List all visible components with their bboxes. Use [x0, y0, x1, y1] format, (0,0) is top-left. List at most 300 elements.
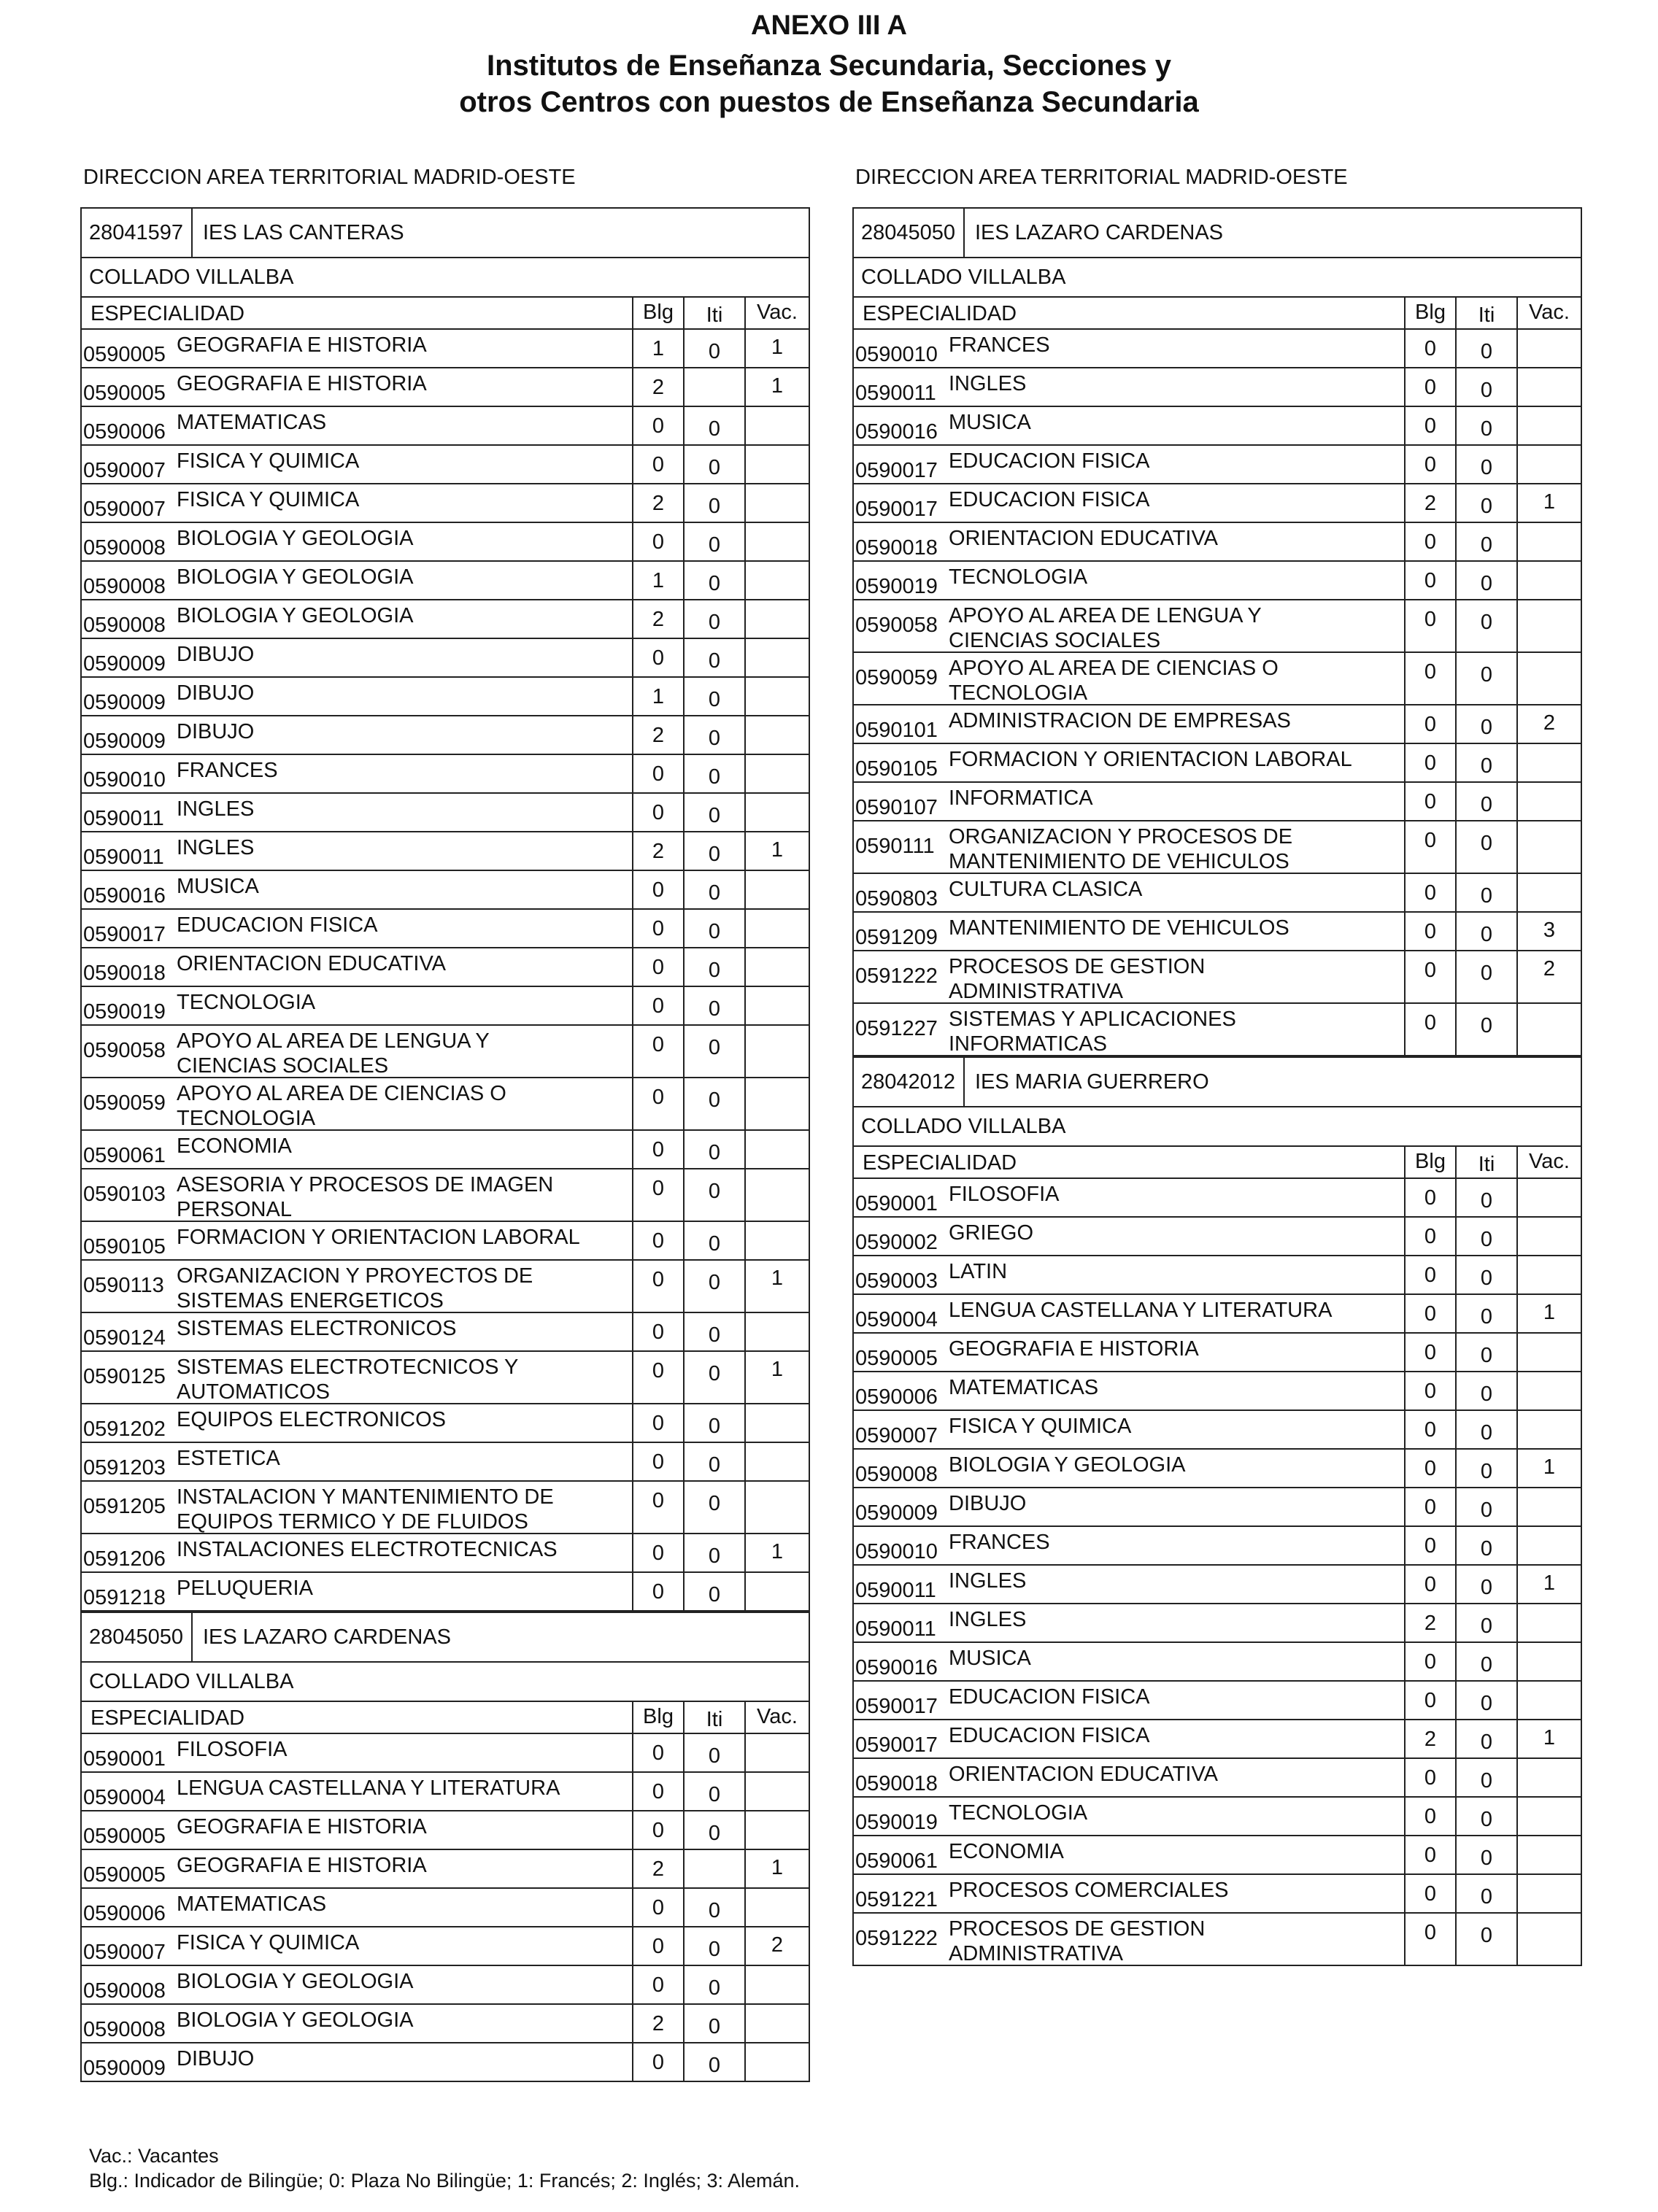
iti-cell: 0: [683, 1078, 744, 1129]
especialidad-code: 0590011: [83, 807, 164, 830]
especialidad-name: [949, 1334, 1199, 1361]
iti-cell: 0: [1455, 653, 1516, 704]
iti-cell: 0: [1455, 600, 1516, 651]
especialidad-cell: [82, 330, 632, 367]
blg-cell: 0: [632, 1773, 683, 1810]
blg-cell: 0: [1404, 600, 1455, 651]
especialidad-name: [949, 446, 1150, 473]
table-row: [82, 522, 809, 560]
col-header-especialidad: ESPECIALIDAD: [90, 1706, 245, 1730]
table-row: [854, 743, 1581, 781]
area-title: DIRECCION AREA TERRITORIAL MADRID-OESTE: [83, 166, 576, 189]
blg-cell: 0: [1404, 1372, 1455, 1409]
iti-cell: 0: [683, 639, 744, 676]
table-row: [854, 873, 1581, 911]
especialidad-cell: [854, 1004, 1404, 1055]
vac-cell: [744, 987, 809, 1024]
iti-cell: 0: [1455, 1256, 1516, 1293]
especialidad-name-line1: FISICA Y QUIMICA: [949, 1415, 1132, 1438]
iti-cell: 0: [683, 2005, 744, 2042]
especialidad-name: [177, 1352, 518, 1404]
col-header-iti: Iti: [1455, 1147, 1516, 1177]
especialidad-name: [177, 1026, 490, 1078]
vac-cell: 2: [1516, 705, 1581, 743]
especialidad-name-line1: INSTALACIONES ELECTROTECNICAS: [177, 1538, 558, 1561]
table-row: [82, 1129, 809, 1168]
especialidad-name-line1: FILOSOFIA: [177, 1738, 288, 1761]
iti-cell: 0: [683, 716, 744, 754]
especialidad-code: 0591202: [83, 1418, 166, 1441]
iti-cell: 0: [1455, 1604, 1516, 1641]
especialidad-name: [949, 1004, 1236, 1056]
table-row: [82, 1168, 809, 1221]
especialidad-name-line2: AUTOMATICOS: [177, 1380, 330, 1404]
center-city: COLLADO VILLALBA: [854, 1106, 1581, 1145]
especialidad-name-line1: PROCESOS COMERCIALES: [949, 1879, 1229, 1902]
blg-cell: 0: [632, 987, 683, 1024]
vac-cell: [744, 1026, 809, 1077]
iti-cell: 0: [683, 407, 744, 444]
blg-cell: 0: [1404, 1334, 1455, 1371]
iti-cell: 0: [1455, 446, 1516, 483]
blg-cell: 0: [1404, 1759, 1455, 1796]
especialidad-name-line2: SISTEMAS ENERGETICOS: [177, 1289, 444, 1312]
blg-cell: 2: [632, 600, 683, 638]
vac-cell: [744, 446, 809, 483]
especialidad-name: [177, 794, 254, 821]
especialidad-name: [949, 1798, 1087, 1825]
blg-cell: 1: [632, 678, 683, 715]
vac-cell: 1: [1516, 1295, 1581, 1332]
especialidad-name-line1: PROCESOS DE GESTION: [949, 1917, 1206, 1941]
especialidad-name-line1: ORGANIZACION Y PROYECTOS DE: [177, 1264, 533, 1288]
iti-cell: 0: [683, 1573, 744, 1610]
table-row: [82, 1810, 809, 1849]
blg-cell: 0: [1404, 1411, 1455, 1448]
center-code: 28045050: [82, 1613, 193, 1661]
column-header-row: [82, 1701, 809, 1733]
table-row: [82, 599, 809, 638]
blg-cell: 2: [632, 1850, 683, 1887]
blg-cell: 0: [632, 948, 683, 986]
blg-cell: 0: [1404, 1179, 1455, 1216]
especialidad-name-line1: GEOGRAFIA E HISTORIA: [177, 372, 427, 395]
especialidad-name: [177, 1811, 427, 1839]
table-row: [854, 704, 1581, 743]
especialidad-name: [177, 1404, 446, 1432]
especialidad-name-line1: GEOGRAFIA E HISTORIA: [177, 333, 427, 357]
column-header-row: [82, 296, 809, 328]
vac-cell: [1516, 523, 1581, 560]
blg-cell: 0: [1404, 523, 1455, 560]
especialidad-name-line1: APOYO AL AREA DE LENGUA Y: [949, 604, 1262, 627]
especialidad-cell: [854, 1372, 1404, 1409]
especialidad-name: [949, 1218, 1033, 1245]
especialidad-name: [949, 1450, 1186, 1477]
especialidad-name: [177, 678, 254, 705]
vac-cell: 1: [744, 832, 809, 870]
especialidad-name-line1: SISTEMAS ELECTROTECNICOS Y: [177, 1356, 519, 1379]
especialidad-cell: [854, 1875, 1404, 1912]
center-table: [80, 207, 810, 1612]
blg-cell: 0: [632, 1482, 683, 1533]
especialidad-code: 0590019: [83, 1000, 166, 1024]
especialidad-name-line1: BIOLOGIA Y GEOLOGIA: [949, 1453, 1186, 1477]
especialidad-name: [949, 1566, 1026, 1593]
vac-cell: [744, 1404, 809, 1442]
table-row: [854, 911, 1581, 950]
especialidad-name-line1: GEOGRAFIA E HISTORIA: [177, 1854, 427, 1877]
especialidad-cell: [82, 755, 632, 792]
vac-cell: [744, 1443, 809, 1480]
vac-cell: 2: [744, 1927, 809, 1965]
iti-cell: 0: [1455, 1566, 1516, 1603]
vac-cell: [1516, 1798, 1581, 1835]
blg-cell: 0: [632, 446, 683, 483]
especialidad-name-line1: INGLES: [949, 372, 1027, 395]
left-column: [80, 163, 810, 2082]
especialidad-name-line2: CIENCIAS SOCIALES: [949, 629, 1161, 652]
table-row: [854, 1293, 1581, 1332]
especialidad-name-line1: FISICA Y QUIMICA: [177, 488, 360, 511]
iti-cell: 0: [1455, 523, 1516, 560]
table-row: [82, 1259, 809, 1312]
especialidad-name: [177, 948, 446, 976]
iti-cell: 0: [1455, 1218, 1516, 1255]
especialidad-name-line1: GEOGRAFIA E HISTORIA: [177, 1815, 427, 1838]
especialidad-code: 0590103: [83, 1183, 166, 1206]
especialidad-name: [949, 1179, 1059, 1207]
blg-cell: 2: [1404, 1720, 1455, 1757]
especialidad-code: 0590017: [855, 459, 938, 482]
table-row: [82, 986, 809, 1024]
col-header-especialidad: ESPECIALIDAD: [863, 1151, 1017, 1175]
especialidad-name-line1: EDUCACION FISICA: [949, 488, 1150, 511]
iti-cell: 0: [1455, 1411, 1516, 1448]
page-title: ANEXO III A: [751, 10, 907, 41]
iti-cell: 0: [1455, 1488, 1516, 1525]
vac-cell: [744, 1889, 809, 1926]
iti-cell: 0: [683, 1966, 744, 2003]
table-row: [854, 1835, 1581, 1873]
iti-cell: [683, 368, 744, 406]
especialidad-cell: [82, 1734, 632, 1771]
especialidad-code: 0590059: [83, 1091, 166, 1115]
especialidad-name-line1: FORMACION Y ORIENTACION LABORAL: [949, 748, 1352, 771]
especialidad-name-line1: MATEMATICAS: [949, 1376, 1099, 1399]
column-header-row: [854, 1145, 1581, 1177]
especialidad-cell: [82, 1131, 632, 1168]
table-row: [854, 1487, 1581, 1525]
especialidad-cell: [82, 1927, 632, 1965]
vac-cell: [744, 1482, 809, 1533]
blg-cell: 0: [1404, 1566, 1455, 1603]
iti-cell: 0: [1455, 1836, 1516, 1873]
iti-cell: 0: [683, 562, 744, 599]
vac-cell: [744, 678, 809, 715]
table-row: [854, 599, 1581, 651]
especialidad-code: 0590011: [83, 846, 164, 869]
especialidad-code: 0591209: [855, 926, 938, 949]
table-row: [82, 2003, 809, 2042]
center-code: 28045050: [854, 209, 965, 257]
especialidad-code: 0591222: [855, 1927, 938, 1950]
especialidad-name: [177, 910, 378, 937]
especialidad-cell: [82, 1773, 632, 1810]
especialidad-code: 0590005: [83, 1863, 166, 1887]
especialidad-code: 0590010: [855, 1540, 938, 1563]
iti-cell: 0: [683, 678, 744, 715]
especialidad-code: 0590001: [83, 1747, 166, 1771]
especialidad-name: [177, 330, 427, 357]
especialidad-code: 0590005: [83, 343, 166, 366]
col-header-blg: Blg: [632, 298, 683, 328]
table-row: [82, 870, 809, 908]
vac-cell: [1516, 1411, 1581, 1448]
vac-cell: 1: [1516, 1566, 1581, 1603]
especialidad-name: [177, 1966, 414, 1994]
especialidad-name: [177, 446, 359, 473]
table-row: [82, 483, 809, 522]
column-header-row: [854, 296, 1581, 328]
especialidad-name-line1: FRANCES: [177, 759, 278, 782]
col-header-vac: Vac.: [744, 1702, 809, 1733]
especialidad-code: 0590016: [83, 884, 166, 908]
iti-cell: 0: [683, 832, 744, 870]
especialidad-code: 0590058: [83, 1039, 166, 1062]
especialidad-name: [949, 1914, 1205, 1966]
especialidad-code: 0590008: [83, 614, 166, 637]
iti-cell: 0: [1455, 1527, 1516, 1564]
blg-cell: 0: [1404, 1218, 1455, 1255]
blg-cell: 0: [1404, 1256, 1455, 1293]
especialidad-code: 0590008: [855, 1463, 938, 1486]
vac-cell: [744, 716, 809, 754]
especialidad-cell: [82, 600, 632, 638]
vac-cell: [744, 407, 809, 444]
especialidad-code: 0590105: [83, 1235, 166, 1258]
especialidad-name: [177, 1222, 580, 1250]
center-code: 28041597: [82, 209, 193, 257]
especialidad-name-line2: ADMINISTRATIVA: [949, 980, 1123, 1003]
especialidad-code: 0590011: [855, 1579, 936, 1602]
especialidad-name: [177, 639, 254, 667]
table-row: [854, 483, 1581, 522]
especialidad-code: 0590005: [83, 382, 166, 405]
vac-cell: 1: [744, 330, 809, 367]
vac-cell: [744, 639, 809, 676]
vac-cell: [1516, 1179, 1581, 1216]
col-header-blg: Blg: [1404, 298, 1455, 328]
especialidad-cell: [82, 1261, 632, 1312]
especialidad-cell: [854, 407, 1404, 444]
especialidad-name: [177, 1534, 558, 1562]
vac-cell: [744, 1773, 809, 1810]
vac-cell: [1516, 1759, 1581, 1796]
table-row: [854, 522, 1581, 560]
vac-cell: [1516, 1836, 1581, 1873]
area-title: DIRECCION AREA TERRITORIAL MADRID-OESTE: [855, 166, 1348, 189]
especialidad-name: [177, 1850, 427, 1878]
especialidad-cell: [82, 1222, 632, 1259]
especialidad-name-line1: INGLES: [177, 797, 255, 821]
especialidad-cell: [82, 871, 632, 908]
table-row: [854, 1719, 1581, 1757]
blg-cell: 0: [1404, 705, 1455, 743]
blg-cell: 0: [1404, 446, 1455, 483]
especialidad-cell: [82, 987, 632, 1024]
especialidad-code: 0590007: [855, 1424, 938, 1447]
vac-cell: [1516, 783, 1581, 820]
blg-cell: 0: [632, 1352, 683, 1403]
table-row: [82, 406, 809, 444]
especialidad-cell: [82, 368, 632, 406]
especialidad-cell: [82, 948, 632, 986]
especialidad-name: [177, 1573, 313, 1601]
table-row: [854, 367, 1581, 406]
page-subtitle-line2: otros Centros con puestos de Enseñanza Secundaria: [459, 86, 1199, 118]
especialidad-code: 0590008: [83, 2018, 166, 2041]
table-row: [82, 1221, 809, 1259]
vac-cell: [744, 1078, 809, 1129]
especialidad-code: 0590007: [83, 459, 166, 482]
table-row: [82, 715, 809, 754]
blg-cell: 0: [632, 1131, 683, 1168]
especialidad-code: 0590017: [855, 498, 938, 521]
iti-cell: 0: [683, 446, 744, 483]
blg-cell: 0: [1404, 562, 1455, 599]
vac-cell: [1516, 1372, 1581, 1409]
center-header: [854, 207, 1581, 257]
iti-cell: 0: [683, 1169, 744, 1221]
center-name: IES LAZARO CARDENAS: [203, 1625, 452, 1649]
iti-cell: 0: [683, 1026, 744, 1077]
especialidad-code: 0590017: [83, 923, 166, 946]
especialidad-code: 0591203: [83, 1456, 166, 1480]
especialidad-cell: [82, 2043, 632, 2081]
especialidad-name-line1: BIOLOGIA Y GEOLOGIA: [177, 1970, 414, 1993]
especialidad-name-line1: ECONOMIA: [177, 1134, 292, 1158]
especialidad-cell: [854, 744, 1404, 781]
especialidad-code: 0590018: [855, 1772, 938, 1795]
especialidad-code: 0590002: [855, 1231, 938, 1254]
table-row: [854, 1912, 1581, 1965]
especialidad-cell: [854, 1527, 1404, 1564]
especialidad-cell: [854, 1759, 1404, 1796]
especialidad-name-line1: DIBUJO: [177, 720, 255, 743]
especialidad-code: 0590010: [83, 768, 166, 792]
vac-cell: [744, 1966, 809, 2003]
vac-cell: 1: [744, 368, 809, 406]
vac-cell: [1516, 1218, 1581, 1255]
especialidad-cell: [854, 1256, 1404, 1293]
col-header-especialidad: ESPECIALIDAD: [90, 302, 245, 325]
table-row: [854, 1409, 1581, 1448]
vac-cell: [744, 600, 809, 638]
iti-cell: 0: [683, 1927, 744, 1965]
especialidad-name-line1: MATEMATICAS: [177, 411, 327, 434]
blg-cell: 0: [1404, 783, 1455, 820]
iti-cell: 0: [1455, 1798, 1516, 1835]
table-row: [854, 444, 1581, 483]
especialidad-name-line1: MUSICA: [949, 1647, 1031, 1670]
especialidad-name: [177, 1889, 326, 1917]
vac-cell: [1516, 821, 1581, 873]
vac-cell: [744, 794, 809, 831]
especialidad-cell: [854, 1914, 1404, 1965]
especialidad-name: [949, 783, 1093, 811]
especialidad-cell: [82, 1889, 632, 1926]
blg-cell: 0: [1404, 821, 1455, 873]
center-city: COLLADO VILLALBA: [82, 1661, 809, 1701]
table-row: [82, 1849, 809, 1887]
especialidad-name: [949, 600, 1262, 653]
especialidad-cell: [854, 913, 1404, 950]
especialidad-name-line1: FILOSOFIA: [949, 1183, 1060, 1206]
col-header-iti: Iti: [683, 298, 744, 328]
blg-cell: 0: [632, 523, 683, 560]
especialidad-name: [177, 832, 254, 860]
table-row: [854, 560, 1581, 599]
iti-cell: 0: [683, 1404, 744, 1442]
vac-cell: [1516, 1256, 1581, 1293]
especialidad-code: 0590018: [855, 536, 938, 560]
especialidad-code: 0591218: [83, 1586, 166, 1609]
especialidad-cell: [854, 1643, 1404, 1680]
especialidad-name: [177, 1131, 292, 1159]
especialidad-cell: [82, 1850, 632, 1887]
especialidad-code: 0590017: [855, 1733, 938, 1757]
especialidad-code: 0590016: [855, 420, 938, 444]
vac-cell: [744, 2005, 809, 2042]
center-table: [80, 1612, 810, 2082]
table-row: [854, 1796, 1581, 1835]
especialidad-cell: [854, 821, 1404, 873]
blg-cell: 0: [632, 1404, 683, 1442]
blg-cell: 1: [632, 562, 683, 599]
iti-cell: 0: [683, 948, 744, 986]
iti-cell: 0: [1455, 330, 1516, 367]
center-city: COLLADO VILLALBA: [82, 257, 809, 296]
iti-cell: 0: [1455, 1914, 1516, 1965]
vac-cell: [1516, 330, 1581, 367]
especialidad-code: 0590111: [855, 835, 935, 858]
especialidad-name: [177, 1773, 560, 1801]
iti-cell: 0: [1455, 1179, 1516, 1216]
vac-cell: [1516, 1682, 1581, 1719]
blg-cell: 0: [1404, 1914, 1455, 1965]
iti-cell: 0: [1455, 705, 1516, 743]
page-subtitle-line1: Institutos de Enseñanza Secundaria, Secciones y: [486, 50, 1172, 82]
iti-cell: 0: [683, 1482, 744, 1533]
especialidad-name-line1: FISICA Y QUIMICA: [177, 1931, 360, 1954]
especialidad-cell: [854, 1720, 1404, 1757]
iti-cell: 0: [1455, 913, 1516, 950]
especialidad-code: 0590008: [83, 536, 166, 560]
especialidad-cell: [82, 1026, 632, 1077]
iti-cell: 0: [683, 1534, 744, 1571]
center-header: [82, 1612, 809, 1661]
especialidad-name: [177, 484, 359, 512]
especialidad-name: [177, 1927, 359, 1955]
especialidad-name: [949, 1759, 1218, 1787]
blg-cell: 0: [1404, 1527, 1455, 1564]
iti-cell: 0: [683, 1131, 744, 1168]
especialidad-code: 0590006: [83, 1902, 166, 1925]
center-table: [852, 207, 1582, 1056]
blg-cell: 0: [632, 1222, 683, 1259]
especialidad-name: [177, 407, 326, 435]
